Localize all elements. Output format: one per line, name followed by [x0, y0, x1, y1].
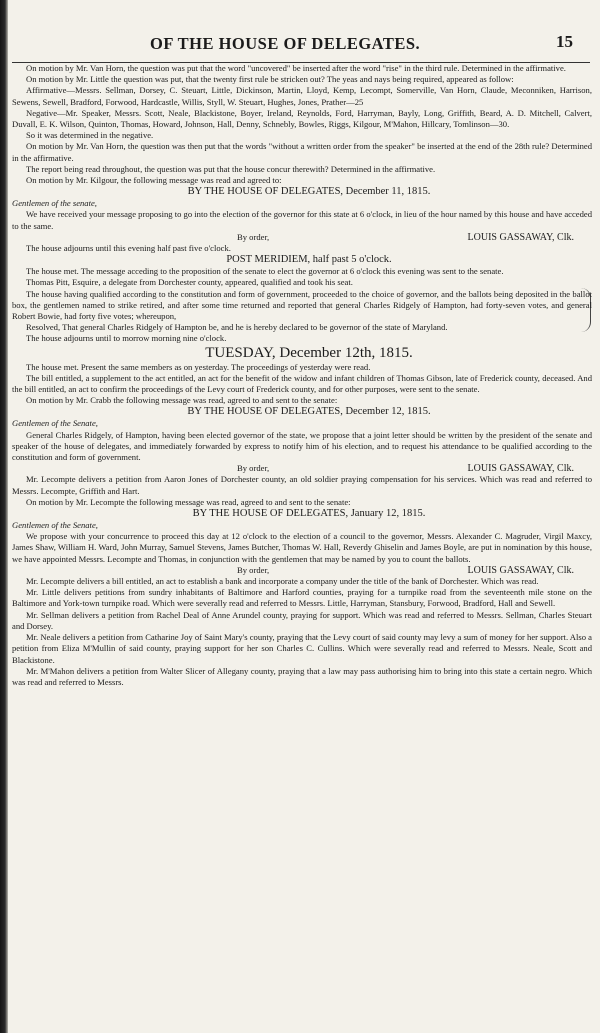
paragraph-house-met: The house met. The message acceding to the proposition of the senate to elect the governor at 6 o'clock this evening was sent to the senate. [26, 266, 504, 277]
message-text: We propose with your concurrence to proceed this day at 12 o'clock to the election of a council to the governor, Messrs. Alexander C. Magruder, Virgil Maxcy, James Shaw, William H. Ward, John Murray, Samuel Stevens, James Butcher, Thomas W. Hall, Reverdy Ghiselin and James Boyle, are put in nomination by this house, we have appointed Messrs. Lecompte and Thomas, in conjunction with the gentlemen that may be named by you to count the ballots. [12, 531, 592, 564]
paragraph-gibson-bill: The bill entitled, a supplement to the act entitled, an act for the benefit of the widow and infant children of Thomas Gibson, late of Frederick county, deceased. And the bill entitled, an act to confirm the proceedings of the Levy court of Frederick county, and for other purposes, were sent to the senate. [12, 372, 592, 395]
paragraph-tuesday-met: The house met. Present the same members as on yesterday. The proceedings of yesterday were read. [26, 361, 371, 372]
message-heading: BY THE HOUSE OF DELEGATES, December 12, 1815. [187, 406, 431, 418]
paragraph-rule-21-motion: On motion by Mr. Little the question was put, that the twenty first rule be stricken out? The yeas and nays being required, appeared as follow: [26, 74, 514, 85]
paragraph-bank-bill: Mr. Lecompte delivers a bill entitled, an act to establish a bank and incorporate a company under the title of the bank of Dorchester. Which was read. [26, 576, 539, 587]
paragraph-turnpike-petitions: Mr. Little delivers petitions from sundry inhabitants of Baltimore and Harford counties, praying for a turnpike road from the seventeenth mile stone on the Baltimore and York-town turnpike road. Which were severally read and referred to Messrs. Little, Harryman, Stansbury, Forwood, Bradford, Hall and Sewell. [12, 587, 592, 609]
day-heading: TUESDAY, December 12th, 1815. [205, 344, 413, 361]
message-signoff [12, 232, 592, 243]
message-heading: BY THE HOUSE OF DELEGATES, December 11, 1815. [187, 186, 431, 198]
paragraph-kilgour-motion: On motion by Mr. Kilgour, the following message was read and agreed to: [26, 175, 282, 186]
paragraph-resolved: Resolved, That general Charles Ridgely of Hampton be, and he is hereby declared to be governor of the state of Maryland. [26, 322, 448, 333]
paragraph-governor-election: The house having qualified according to the constitution and form of government, proceeded to the choice of governor, and the ballots being deposited in the ballot box, the gentlemen named to strike retired, and after some time returned and reported that general Charles Ridgely of Hampton, had forty-seven votes, and general Robert Bowie, had forty five votes; whereupon, [12, 288, 592, 322]
paragraph-walter-slicer-petition: Mr. M'Mahon delivers a petition from Walter Slicer of Allegany county, praying that a law may pass authorising him to bring into this state a certain negro. Which was read and referred to Messrs. [12, 665, 592, 687]
paragraph-crabb-motion: On motion by Mr. Crabb the following message was read, agreed to and sent to the senate: [26, 395, 338, 406]
message-salutation: Gentlemen of the Senate, [12, 520, 98, 531]
clerk-signature: LOUIS GASSAWAY, Clk. [467, 231, 574, 243]
by-order-label: By order, [237, 231, 270, 242]
message-signoff [12, 565, 592, 576]
paragraph-catharine-joy-petition: Mr. Neale delivers a petition from Catharine Joy of Saint Mary's county, praying that the Levy court of said county may levy a sum of money for her support. Also a petition from Eliza M'Mullin of said county, praying support for her son Charles C. Cullins. Which were severally read and referred to Messrs. Neale, Scott and Blackistone. [12, 632, 592, 665]
by-order-label: By order, [237, 463, 270, 474]
message-salutation: Gentlemen of the senate, [12, 198, 97, 209]
by-order-label: By order, [237, 564, 270, 575]
paragraph-aaron-jones-petition: Mr. Lecompte delivers a petition from Aaron Jones of Dorchester county, an old soldier praying compensation for his services. Which was read and referred to Messrs. Lecompte, Griffith and Hart. [12, 474, 592, 496]
message-signoff [12, 463, 592, 474]
paragraph-rachel-deal-petition: Mr. Sellman delivers a petition from Rachel Deal of Anne Arundel county, praying for support. Which was read and referred to Messrs. Sellman, Charles Steuart and Dorsey. [12, 609, 592, 631]
post-meridiem-heading: POST MERIDIEM, half past 5 o'clock. [226, 254, 392, 266]
paragraph-negative-votes: Negative—Mr. Speaker, Messrs. Scott, Neale, Blackistone, Boyer, Ireland, Reynolds, Ford, Harryman, Bayly, Long, Griffith, Beard, A. D. Mitchell, Calvert, Duvall, E. K. Wilson, Quinton, Thomas, Howard, Johnson, Hall, Denny, Schnebly, Bowles, Riggs, Kilgour, M'Mahon, Hillcary, Tomlinson—30. [12, 107, 592, 130]
paragraph-thomas-pitt: Thomas Pitt, Esquire, a delegate from Dorchester county, appeared, qualified and took his seat. [26, 277, 353, 288]
paragraph-adjourns-morning: The house adjourns until to morrow morning nine o'clock. [26, 333, 227, 344]
paragraph-lecompte-motion: On motion by Mr. Lecompte the following message was read, agreed to and sent to the senate: [26, 496, 351, 507]
clerk-signature: LOUIS GASSAWAY, Clk. [467, 564, 574, 576]
paragraph-affirmative-votes: Affirmative—Messrs. Sellman, Dorsey, C. Steuart, Little, Dickinson, Martin, Lloyd, Kemp, Lecompt, Somerville, Van Horn, Claude, Meconniken, Harrison, Sewens, Sewell, Bradford, Forwood, Hardcastle, Willis, Styll, W. Steuart, Hughes, Jones, Prather—25 [12, 85, 592, 107]
paragraph-report-concur: The report being read throughout, the question was put that the house concur therewith? Determined in the affirmative. [26, 163, 436, 174]
message-salutation: Gentlemen of the Senate, [12, 418, 98, 429]
clerk-signature: LOUIS GASSAWAY, Clk. [467, 463, 574, 475]
message-text: We have received your message proposing to go into the election of the governor for this state at 6 o'clock, in lieu of the hour named by this house and have acceded to the same. [12, 209, 592, 231]
paragraph-uncovered-motion: On motion by Mr. Van Horn, the question was put that the word "uncovered" be inserted after the word "rise" in the third rule. Determined in the affirmative. [26, 63, 566, 73]
page-number: 15 [556, 32, 573, 51]
paragraph-determined-negative: So it was determined in the negative. [26, 130, 154, 141]
binding-shadow [0, 0, 8, 1033]
page-title: OF THE HOUSE OF DELEGATES. [150, 34, 421, 53]
message-text: General Charles Ridgely, of Hampton, having been elected governor of the state, we propose that a joint letter should be written by the president of the senate and speaker of the house of delegates, and immediately forwarded by express to notify him of his election, and to request his attendance to be qualified according to the constitution and form of government. [12, 429, 592, 463]
paragraph-adjourns-evening: The house adjourns until this evening half past five o'clock. [26, 243, 231, 254]
document-body [12, 63, 592, 1025]
message-heading: BY THE HOUSE OF DELEGATES, January 12, 1815. [192, 508, 426, 520]
paragraph-written-order-motion: On motion by Mr. Van Horn, the question was then put that the words "without a written order from the speaker" be inserted at the end of the 28th rule? Determined in the affirmative. [12, 141, 592, 163]
